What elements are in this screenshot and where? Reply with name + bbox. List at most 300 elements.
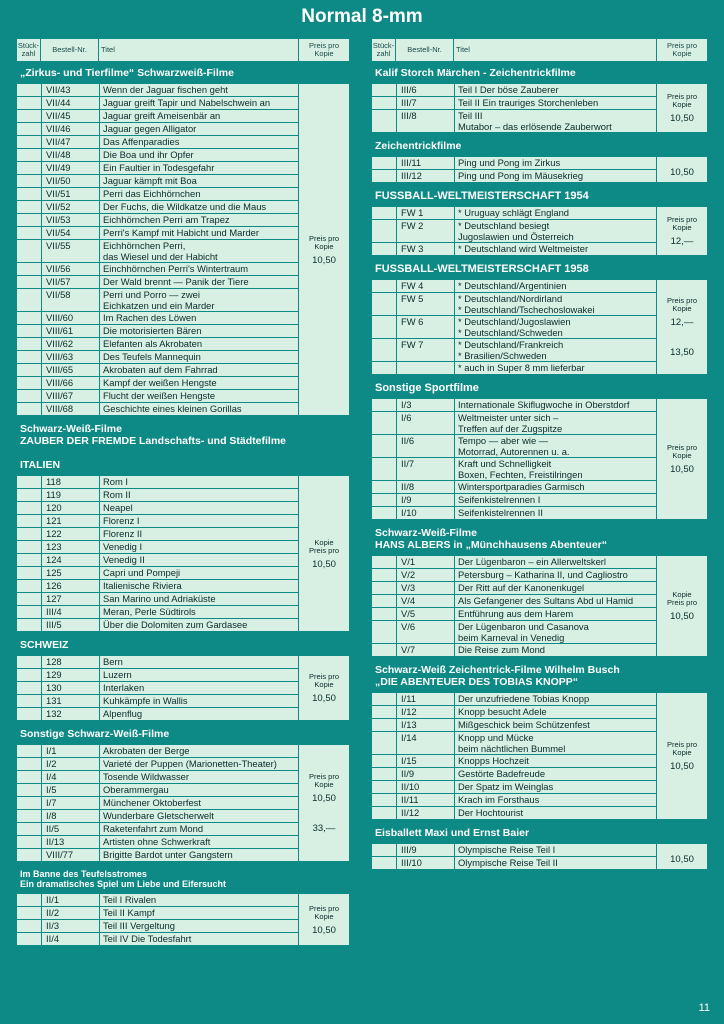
qty-cell[interactable] <box>17 227 42 239</box>
header-order: Bestell-Nr. <box>41 39 99 61</box>
qty-cell[interactable] <box>17 338 42 350</box>
film-title: Der Hochtourist <box>458 807 524 818</box>
film-title: Jaguar greift Ameisenbär an <box>103 110 221 121</box>
film-title: Flucht der weißen Hengste <box>103 390 216 401</box>
film-table <box>371 279 708 375</box>
film-title: Teil III Vergeltung <box>103 920 175 931</box>
film-title: Capri und Pompeji <box>103 567 181 578</box>
order-number: VII/46 <box>42 123 100 135</box>
qty-cell[interactable] <box>17 364 42 376</box>
table-row <box>17 289 298 312</box>
table-row <box>372 706 656 719</box>
table-row <box>17 593 298 606</box>
qty-cell[interactable] <box>17 554 42 566</box>
film-title: Internationale Skiflugwoche in Oberstdorf <box>458 399 630 410</box>
table-row <box>372 768 656 781</box>
qty-cell[interactable] <box>372 857 397 869</box>
qty-cell[interactable] <box>17 240 42 262</box>
order-number: FW 4 <box>397 280 455 292</box>
table-row <box>372 556 656 569</box>
order-number: 118 <box>42 476 100 488</box>
table-row <box>17 823 298 836</box>
film-table <box>16 83 350 416</box>
price-value: 10,50 <box>670 611 694 622</box>
order-number: VII/56 <box>42 263 100 275</box>
film-title: Neapel <box>103 502 133 513</box>
order-number: VIII/77 <box>42 849 100 861</box>
section-title: Sonstige Schwarz-Weiß-Filme <box>20 728 170 740</box>
page-number: 11 <box>698 1002 710 1014</box>
film-title: Interlaken <box>103 682 145 693</box>
price-label: Preis pro Kopie <box>308 772 339 789</box>
film-title: Entführung aus dem Harem <box>458 608 574 619</box>
qty-cell[interactable] <box>372 412 397 434</box>
qty-cell[interactable] <box>372 399 397 411</box>
table-row <box>17 227 298 240</box>
qty-cell[interactable] <box>17 502 42 514</box>
qty-cell[interactable] <box>17 580 42 592</box>
film-title: Krach im Forsthaus <box>458 794 540 805</box>
qty-cell[interactable] <box>372 84 397 96</box>
film-title: Kraft und Schnelligkeit Boxen, Fechten, Freistilringen <box>458 458 583 480</box>
film-title: Eichhörnchen Perri, das Wiesel und der Habicht <box>103 240 218 262</box>
qty-cell[interactable] <box>372 706 397 718</box>
table-row <box>372 732 656 755</box>
header-order: Bestell-Nr. <box>396 39 454 61</box>
order-number: II/11 <box>397 794 455 806</box>
qty-cell[interactable] <box>372 556 397 568</box>
qty-cell[interactable] <box>17 656 42 668</box>
qty-cell[interactable] <box>17 619 42 631</box>
table-row <box>17 338 298 351</box>
film-title: Ping und Pong im Mäusekrieg <box>458 170 584 181</box>
film-table <box>371 83 708 133</box>
film-title: Jaguar greift Tapir und Nabelschwein an <box>103 97 271 108</box>
order-number: 128 <box>42 656 100 668</box>
order-number: VII/50 <box>42 175 100 187</box>
film-title: Florenz II <box>103 528 143 539</box>
price-cell <box>656 844 707 869</box>
price-value: 10,50 <box>312 558 336 570</box>
film-title: Die Reise zum Mond <box>458 644 546 655</box>
order-number: I/9 <box>397 494 455 506</box>
order-number: 124 <box>42 554 100 566</box>
section-title: Kalif Storch Märchen - Zeichentrickfilme <box>375 67 576 79</box>
order-number: VIII/66 <box>42 377 100 389</box>
qty-cell[interactable] <box>372 458 397 480</box>
order-number: VII/44 <box>42 97 100 109</box>
order-number: V/6 <box>397 621 455 643</box>
qty-cell[interactable] <box>372 280 397 292</box>
table-row <box>372 693 656 706</box>
order-number: V/7 <box>397 644 455 656</box>
qty-cell[interactable] <box>17 97 42 109</box>
qty-cell[interactable] <box>17 758 42 770</box>
qty-cell[interactable] <box>17 110 42 122</box>
qty-cell[interactable] <box>372 693 397 705</box>
table-row <box>17 123 298 136</box>
qty-cell[interactable] <box>372 768 397 780</box>
order-number: I/2 <box>42 758 100 770</box>
qty-cell[interactable] <box>17 476 42 488</box>
film-title: Der Wald brennt — Panik der Tiere <box>103 276 249 287</box>
film-title: * Uruguay schlägt England <box>458 207 570 218</box>
qty-cell[interactable] <box>17 695 42 707</box>
qty-cell[interactable] <box>372 595 397 607</box>
film-rows <box>372 844 656 869</box>
qty-cell[interactable] <box>17 810 42 822</box>
qty-cell[interactable] <box>372 507 397 519</box>
qty-cell[interactable] <box>372 794 397 806</box>
table-row <box>17 489 298 502</box>
film-table <box>16 893 350 946</box>
order-number: II/13 <box>42 836 100 848</box>
section-title: „Zirkus- und Tierfilme“ Schwarzweiß-Filme <box>20 67 234 79</box>
qty-cell[interactable] <box>17 907 42 919</box>
film-rows <box>372 157 656 182</box>
qty-cell[interactable] <box>17 515 42 527</box>
film-title: * Deutschland wird Weltmeister <box>458 243 589 254</box>
table-row <box>17 110 298 123</box>
film-title: Rom II <box>103 489 131 500</box>
qty-cell[interactable] <box>372 582 397 594</box>
order-number: I/8 <box>42 810 100 822</box>
qty-cell[interactable] <box>372 844 397 856</box>
price-value: 12,— <box>670 317 694 328</box>
film-title: * Deutschland/Jugoslawien * Deutschland/Schweden <box>458 316 571 338</box>
qty-cell[interactable] <box>372 339 397 361</box>
qty-cell[interactable] <box>372 608 397 620</box>
table-row <box>372 316 656 339</box>
qty-cell[interactable] <box>372 316 397 338</box>
order-number: 123 <box>42 541 100 553</box>
order-number: 127 <box>42 593 100 605</box>
film-title: San Marino und Adriaküste <box>103 593 216 604</box>
order-number: VII/55 <box>42 240 100 262</box>
film-title: Perri und Porro — zwei Eichkatzen und ein Marder <box>103 289 215 311</box>
qty-cell[interactable] <box>372 644 397 656</box>
film-title: Geschichte eines kleinen Gorillas <box>103 403 242 414</box>
order-number: I/4 <box>42 771 100 783</box>
price-cell <box>298 745 349 861</box>
qty-cell[interactable] <box>372 569 397 581</box>
table-row <box>17 784 298 797</box>
price-extra: 33,— <box>312 823 336 834</box>
film-title: Teil II Kampf <box>103 907 155 918</box>
qty-cell[interactable] <box>17 276 42 288</box>
order-number: 119 <box>42 489 100 501</box>
table-row <box>372 719 656 732</box>
qty-cell[interactable] <box>17 784 42 796</box>
film-title: Knopps Hochzeit <box>458 755 529 766</box>
film-rows <box>372 399 656 519</box>
table-row <box>17 849 298 861</box>
film-title: Seifenkistelrennen I <box>458 494 541 505</box>
qty-cell[interactable] <box>372 220 397 242</box>
film-title: Jaguar gegen Alligator <box>103 123 197 134</box>
order-number: I/1 <box>42 745 100 757</box>
film-title: Venedig II <box>103 554 145 565</box>
film-title: Petersburg – Katharina II, und Cagliostro <box>458 569 628 580</box>
qty-cell[interactable] <box>17 606 42 618</box>
table-row <box>17 276 298 289</box>
film-table <box>16 475 350 632</box>
film-title: Venedig I <box>103 541 143 552</box>
header-price: Preis pro Kopie <box>308 41 339 58</box>
qty-cell[interactable] <box>17 894 42 906</box>
film-title: Als Gefangener des Sultans Abd ul Hamid <box>458 595 634 606</box>
order-number: FW 3 <box>397 243 455 255</box>
order-number: V/1 <box>397 556 455 568</box>
table-row <box>372 569 656 582</box>
film-rows <box>17 476 298 631</box>
table-row <box>17 390 298 403</box>
film-rows <box>372 207 656 255</box>
qty-cell[interactable] <box>17 351 42 363</box>
table-row <box>372 794 656 807</box>
order-number: III/5 <box>42 619 100 631</box>
qty-cell[interactable] <box>372 157 397 169</box>
order-number: 121 <box>42 515 100 527</box>
film-table <box>371 206 708 256</box>
film-title: Eichhörnchen Perri am Trapez <box>103 214 230 225</box>
qty-cell[interactable] <box>17 682 42 694</box>
film-title: Münchener Oktoberfest <box>103 797 201 808</box>
qty-cell[interactable] <box>17 528 42 540</box>
qty-cell[interactable] <box>17 390 42 402</box>
qty-cell[interactable] <box>372 494 397 506</box>
table-row <box>372 582 656 595</box>
order-number: II/7 <box>397 458 455 480</box>
qty-cell[interactable] <box>372 362 397 374</box>
table-row <box>372 157 656 170</box>
order-number: II/2 <box>42 907 100 919</box>
order-number: 125 <box>42 567 100 579</box>
film-title: Der Fuchs, die Wildkatze und die Maus <box>103 201 267 212</box>
order-number: I/7 <box>42 797 100 809</box>
film-title: Der Ritt auf der Kanonenkugel <box>458 582 585 593</box>
table-row <box>17 528 298 541</box>
table-row <box>17 606 298 619</box>
table-row <box>372 608 656 621</box>
film-title: Teil I Rivalen <box>103 894 157 905</box>
qty-cell[interactable] <box>17 836 42 848</box>
price-label: Preis pro Kopie <box>666 740 697 757</box>
price-value: 10,50 <box>312 693 336 704</box>
qty-cell[interactable] <box>17 289 42 311</box>
order-number: III/8 <box>397 110 455 132</box>
table-row <box>372 435 656 458</box>
film-title: Knopp besucht Adele <box>458 706 547 717</box>
qty-cell[interactable] <box>17 188 42 200</box>
table-row <box>17 97 298 110</box>
qty-cell[interactable] <box>17 84 42 96</box>
qty-cell[interactable] <box>17 745 42 757</box>
qty-cell[interactable] <box>17 175 42 187</box>
price-value: 10,50 <box>670 166 694 178</box>
price-label: Preis pro Kopie <box>666 443 697 460</box>
order-number: II/9 <box>397 768 455 780</box>
table-row <box>17 810 298 823</box>
price-label: Kopie Preis pro <box>308 537 339 555</box>
section-title: FUSSBALL-WELTMEISTERSCHAFT 1954 <box>375 190 589 202</box>
film-title: * Deutschland/Nordirland * Deutschland/Tschechoslowakei <box>458 293 595 315</box>
order-number: I/10 <box>397 507 455 519</box>
qty-cell[interactable] <box>17 567 42 579</box>
film-title: Elefanten als Akrobaten <box>103 338 203 349</box>
table-row <box>372 207 656 220</box>
table-row <box>17 263 298 276</box>
qty-cell[interactable] <box>17 489 42 501</box>
price-cell <box>656 399 707 519</box>
order-number: III/6 <box>397 84 455 96</box>
qty-cell[interactable] <box>372 807 397 819</box>
table-row <box>372 857 656 869</box>
qty-cell[interactable] <box>17 920 42 932</box>
film-title: Mißgeschick beim Schützenfest <box>458 719 590 730</box>
order-number: VIII/62 <box>42 338 100 350</box>
film-title: Perri's Kampf mit Habicht und Marder <box>103 227 260 238</box>
qty-cell[interactable] <box>17 162 42 174</box>
price-cell <box>656 556 707 656</box>
header-qty: Stück- zahl <box>17 39 41 61</box>
qty-cell[interactable] <box>17 797 42 809</box>
qty-cell[interactable] <box>17 933 42 945</box>
price-cell <box>298 656 349 720</box>
order-number: FW 2 <box>397 220 455 242</box>
qty-cell[interactable] <box>372 755 397 767</box>
order-number: VII/43 <box>42 84 100 96</box>
film-rows <box>372 693 656 819</box>
left-column <box>16 38 350 948</box>
qty-cell[interactable] <box>372 293 397 315</box>
qty-cell[interactable] <box>372 435 397 457</box>
film-title: Rom I <box>103 476 129 487</box>
film-title: Luzern <box>103 669 132 680</box>
film-title: Teil III Mutabor – das erlösende Zauberwort <box>458 110 612 132</box>
section-title: Schwarz-Weiß Zeichentrick-Filme Wilhelm Busch „DIE ABENTEUER DES TOBIAS KNOPP“ <box>375 664 620 688</box>
film-title: Kampf der weißen Hengste <box>103 377 217 388</box>
order-number: II/5 <box>42 823 100 835</box>
film-rows <box>372 84 656 132</box>
table-header <box>371 38 708 62</box>
film-title: Im Rachen des Löwen <box>103 312 197 323</box>
section-title: Eisballett Maxi und Ernst Baier <box>375 827 530 839</box>
table-row <box>372 494 656 507</box>
table-row <box>17 403 298 415</box>
qty-cell[interactable] <box>17 123 42 135</box>
film-rows <box>17 894 298 945</box>
qty-cell[interactable] <box>372 732 397 754</box>
qty-cell[interactable] <box>17 771 42 783</box>
table-row <box>372 170 656 182</box>
qty-cell[interactable] <box>17 823 42 835</box>
order-number: FW 5 <box>397 293 455 315</box>
table-row <box>17 502 298 515</box>
film-title: Raketenfahrt zum Mond <box>103 823 204 834</box>
film-table <box>16 744 350 862</box>
order-number: III/11 <box>397 157 455 169</box>
order-number: 122 <box>42 528 100 540</box>
film-title: Ein Faultier in Todesgefahr <box>103 162 215 173</box>
table-row <box>17 312 298 325</box>
order-number: 120 <box>42 502 100 514</box>
price-label: Preis pro Kopie <box>308 903 339 921</box>
qty-cell[interactable] <box>372 719 397 731</box>
qty-cell[interactable] <box>17 136 42 148</box>
qty-cell[interactable] <box>17 593 42 605</box>
film-title: Teil IV Die Todesfahrt <box>103 933 192 944</box>
price-value: 10,50 <box>312 793 336 804</box>
order-number: II/1 <box>42 894 100 906</box>
table-row <box>372 339 656 362</box>
qty-cell[interactable] <box>17 541 42 553</box>
table-row <box>17 567 298 580</box>
table-row <box>17 515 298 528</box>
table-row <box>372 220 656 243</box>
order-number: II/10 <box>397 781 455 793</box>
qty-cell[interactable] <box>17 669 42 681</box>
qty-cell[interactable] <box>17 312 42 324</box>
qty-cell[interactable] <box>372 481 397 493</box>
qty-cell[interactable] <box>17 849 42 861</box>
film-title: Tosende Wildwasser <box>103 771 189 782</box>
table-row <box>372 844 656 857</box>
qty-cell[interactable] <box>372 243 397 255</box>
order-number: FW 7 <box>397 339 455 361</box>
film-title: Der Lügenbaron und Casanova beim Karneval in Venedig <box>458 621 589 643</box>
qty-cell[interactable] <box>372 110 397 132</box>
film-rows <box>17 656 298 720</box>
qty-cell[interactable] <box>372 781 397 793</box>
film-rows <box>372 556 656 656</box>
film-title: Meran, Perle Südtirols <box>103 606 196 617</box>
qty-cell[interactable] <box>17 201 42 213</box>
qty-cell[interactable] <box>372 207 397 219</box>
qty-cell[interactable] <box>17 214 42 226</box>
table-row <box>17 894 298 907</box>
table-row <box>17 669 298 682</box>
price-label: Kopie Preis pro <box>666 590 697 607</box>
film-rows <box>372 280 656 374</box>
qty-cell[interactable] <box>17 403 42 415</box>
qty-cell[interactable] <box>17 708 42 720</box>
table-row <box>372 644 656 656</box>
film-title: Perri das Eichhörnchen <box>103 188 201 199</box>
qty-cell[interactable] <box>17 377 42 389</box>
table-row <box>17 907 298 920</box>
qty-cell[interactable] <box>17 325 42 337</box>
table-row <box>17 656 298 669</box>
qty-cell[interactable] <box>17 263 42 275</box>
table-row <box>17 162 298 175</box>
order-number: I/11 <box>397 693 455 705</box>
qty-cell[interactable] <box>372 97 397 109</box>
film-title: Florenz I <box>103 515 140 526</box>
order-number: 132 <box>42 708 100 720</box>
price-cell <box>656 693 707 819</box>
order-number: VII/53 <box>42 214 100 226</box>
film-title: Olympische Reise Teil II <box>458 857 558 868</box>
qty-cell[interactable] <box>372 170 397 182</box>
order-number: VII/52 <box>42 201 100 213</box>
qty-cell[interactable] <box>17 149 42 161</box>
film-title: Seifenkistelrennen II <box>458 507 543 518</box>
table-row <box>17 933 298 945</box>
price-cell <box>298 84 349 415</box>
qty-cell[interactable] <box>372 621 397 643</box>
film-title: Der Spatz im Weinglas <box>458 781 554 792</box>
